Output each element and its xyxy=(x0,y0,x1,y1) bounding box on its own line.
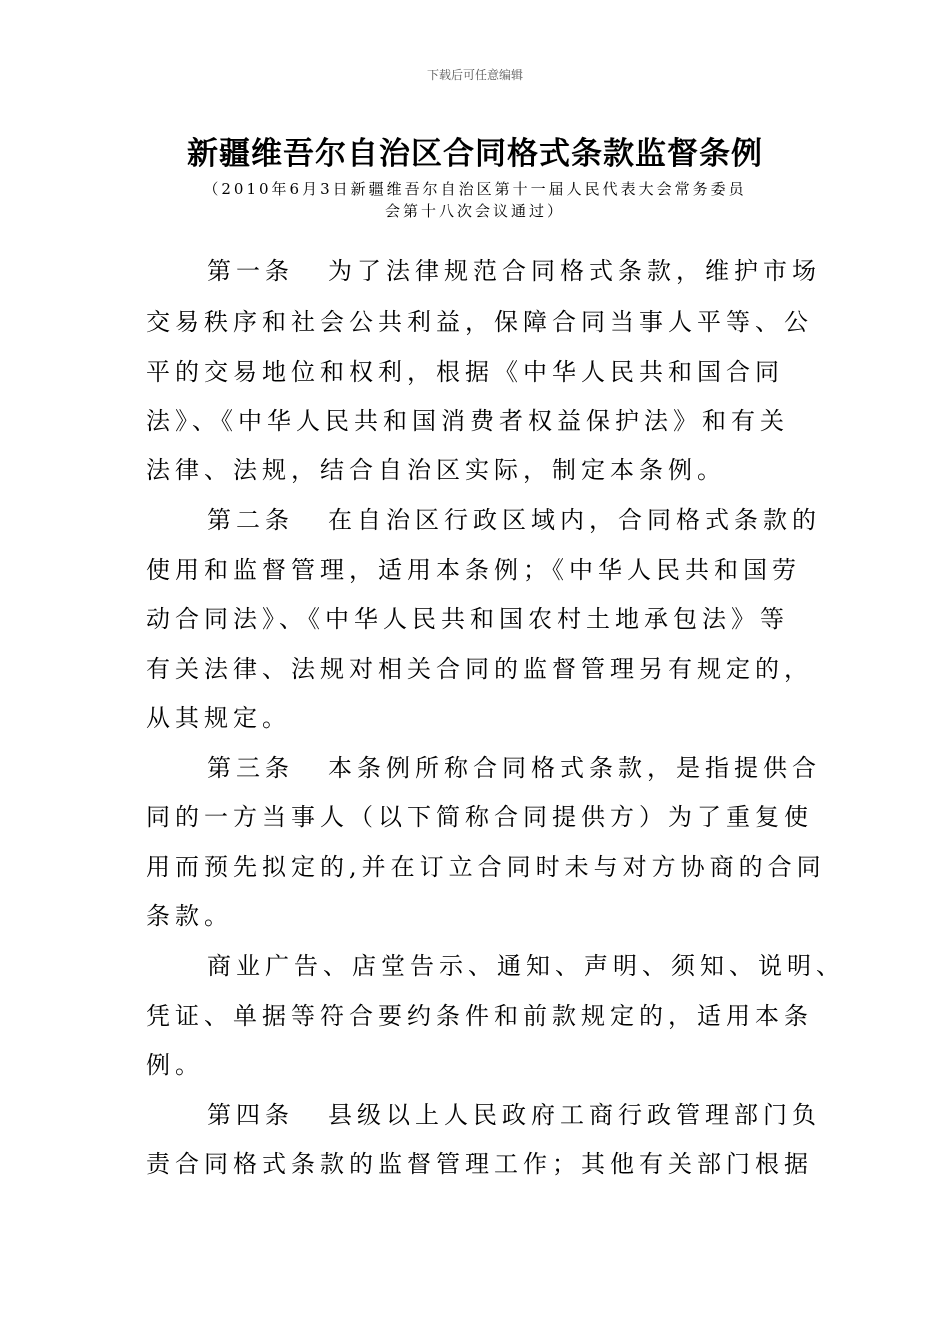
article-3-first-line xyxy=(207,753,821,783)
article-4-first-line xyxy=(207,1100,821,1130)
article-line: 用而预先拟定的,并在订立合同时未与对方协商的合同 xyxy=(146,853,826,881)
article-line: 从其规定。 xyxy=(146,704,291,732)
subtitle-line: （2010年6月3日新疆维吾尔自治区第十一届人民代表大会常务委员 xyxy=(203,180,747,198)
article-line: 动合同法》、《中华人民共和国农村土地承包法》等 xyxy=(146,605,789,633)
article-line: 同的一方当事人（以下简称合同提供方）为了重复使 xyxy=(146,803,813,831)
article-line: 条款。 xyxy=(146,902,233,930)
header-note: 下载后可任意编辑 xyxy=(426,68,523,82)
article-line: 平的交易地位和权利，根据《中华人民共和国合同 xyxy=(146,358,784,386)
document-title: 新疆维吾尔自治区合同格式条款监督条例 xyxy=(187,136,763,172)
article-text: 县级以上人民政府工商行政管理部门负 xyxy=(328,1101,821,1129)
article-heading: 第一条 xyxy=(207,257,294,285)
article-line: 法》、《中华人民共和国消费者权益保护法》和有关 xyxy=(146,407,789,435)
article-2-first-line xyxy=(207,505,821,535)
article-heading: 第四条 xyxy=(207,1101,294,1129)
article-text: 为了法律规范合同格式条款，维护市场 xyxy=(328,257,821,285)
article-text: 本条例所称合同格式条款，是指提供合 xyxy=(328,754,821,782)
article-heading: 第二条 xyxy=(207,506,294,534)
subtitle-line: 会第十八次会议通过） xyxy=(384,202,565,220)
article-line: 交易秩序和社会公共利益，保障合同当事人平等、公 xyxy=(146,308,813,336)
article-1-first-line xyxy=(207,256,821,286)
document-subtitle xyxy=(140,178,810,222)
article-heading: 第三条 xyxy=(207,754,294,782)
article-text: 在自治区行政区域内，合同格式条款的 xyxy=(328,506,821,534)
article-line: 使用和监督管理，适用本条例；《中华人民共和国劳 xyxy=(146,556,801,584)
article-line: 责合同格式条款的监督管理工作；其他有关部门根据 xyxy=(146,1150,813,1178)
article-line: 凭证、单据等符合要约条件和前款规定的，适用本条 xyxy=(146,1002,813,1030)
article-line: 例。 xyxy=(146,1051,204,1079)
article-line: 法律、法规，结合自治区实际，制定本条例。 xyxy=(146,456,726,484)
paragraph-first-line: 商业广告、店堂告示、通知、声明、须知、说明、 xyxy=(207,952,845,980)
article-line: 有关法律、法规对相关合同的监督管理另有规定的， xyxy=(146,655,813,683)
